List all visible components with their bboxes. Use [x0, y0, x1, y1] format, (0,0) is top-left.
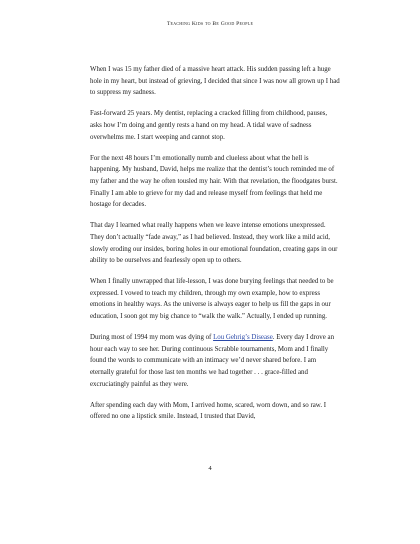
running-header: Teaching Kids to Be Good People [166, 21, 254, 27]
lou-gehrigs-disease-link[interactable]: Lou Gehrig’s Disease [213, 334, 273, 342]
paragraph-4: That day I learned what really happens when we leave intense emotions unexpressed. They don’t actually “fade away,” as I had believed. Instead, they work like a mild acid, slowly eroding our insides, boring holes in our emotional foundation, creating gaps in our ability to be ourselves and fearlessly open up to others. [90, 222, 338, 265]
page-number: 4 [208, 465, 212, 472]
paragraph-7: After spending each day with Mom, I arrived home, scared, worn down, and so raw. I offered no one a lipstick smile. Instead, I trusted that David, [90, 401, 327, 421]
body-text [90, 64, 340, 433]
paragraph-1: When I was 15 my father died of a massive heart attack. His sudden passing left a huge hole in my heart, but instead of grieving, I decided that since I was now all grown up I had to suppress my sadness. [90, 66, 340, 97]
paragraph-6-rest: . Every day I drove an hour each way to see her. During continuous Scrabble tournaments, Mom and I finally found the words to communicate with an intimacy we’d never shared before. I am eternally grateful for those last ten months we had together . . . grace-filled and excruciatingly painful as they were. [90, 334, 335, 388]
paragraph-6 [90, 332, 340, 390]
paragraph-5: When I finally unwrapped that life-lesson, I was done burying feelings that needed to be expressed. I vowed to teach my children, through my own example, how to express emotions in healthy ways. As the universe is always eager to help us fill the gaps in our education, I soon got my big chance to “walk the walk.” Actually, I ended up running. [90, 278, 334, 321]
paragraph-6-lead: During most of 1994 my mom was dying of [90, 334, 214, 342]
paragraph-2: Fast-forward 25 years. My dentist, replacing a cracked filling from childhood, pauses, asks how I’m doing and gently rests a hand on my head. A tidal wave of sadness overwhelms me. I start weeping and cannot stop. [90, 110, 328, 141]
paragraph-3: For the next 48 hours I’m emotionally numb and clueless about what the hell is happening. My husband, David, helps me realize that the dentist’s touch reminded me of my father and the way he often tousled my hair. With that revelation, the floodgates burst. Finally I am able to grieve for my dad and release myself from feelings that held me hostage for decades. [90, 154, 338, 209]
